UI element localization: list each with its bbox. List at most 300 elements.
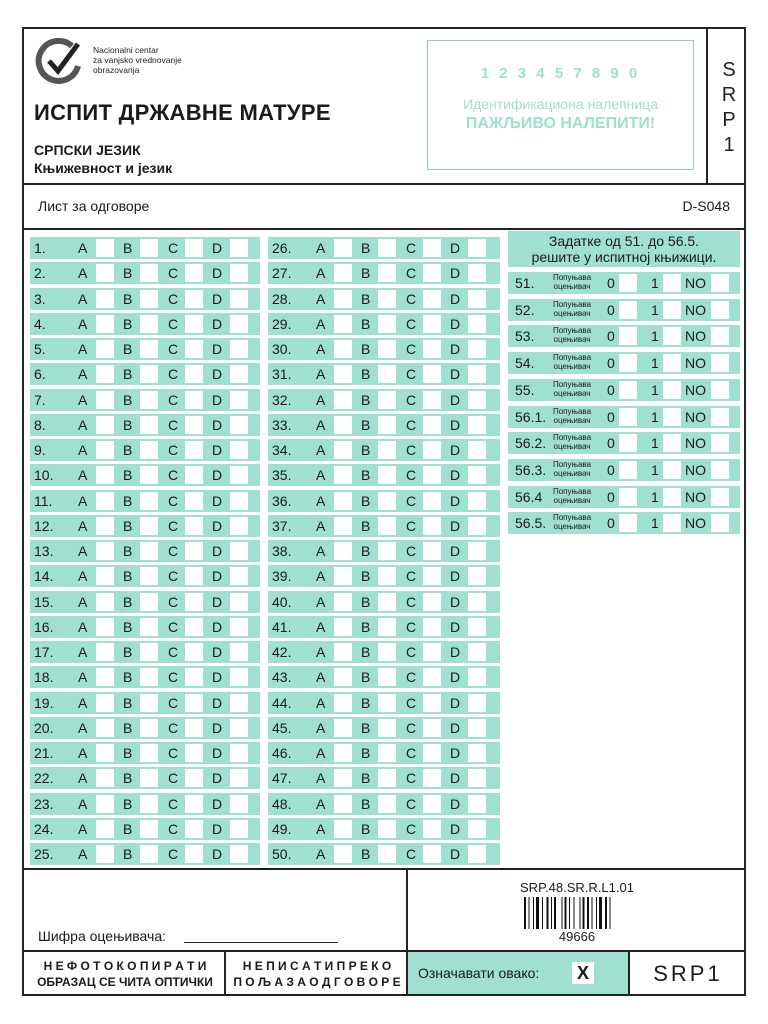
answer-checkbox[interactable] (96, 290, 114, 308)
answer-checkbox[interactable] (140, 492, 158, 510)
answer-checkbox[interactable] (423, 517, 441, 535)
answer-checkbox[interactable] (185, 593, 203, 611)
option-letter: B (123, 568, 133, 585)
answer-checkbox[interactable] (468, 239, 486, 257)
opt-1-label: 1 (651, 435, 659, 452)
answer-checkbox[interactable] (185, 618, 203, 636)
answer-checkbox[interactable] (334, 845, 352, 863)
answer-checkbox[interactable] (423, 416, 441, 434)
answer-checkbox[interactable] (96, 668, 114, 686)
answer-checkbox[interactable] (378, 769, 396, 787)
answer-checkbox[interactable] (468, 365, 486, 383)
option-letter: A (78, 543, 88, 559)
answer-checkbox[interactable] (468, 694, 486, 712)
score-checkbox[interactable] (711, 381, 729, 399)
answer-checkbox[interactable] (230, 517, 248, 535)
answer-checkbox[interactable] (230, 391, 248, 409)
answer-checkbox[interactable] (140, 290, 158, 308)
answer-checkbox[interactable] (230, 668, 248, 686)
answer-checkbox[interactable] (423, 391, 441, 409)
question-number: 34. (272, 442, 292, 458)
answer-checkbox[interactable] (468, 315, 486, 333)
answer-checkbox[interactable] (423, 290, 441, 308)
answer-checkbox[interactable] (423, 668, 441, 686)
subject: СРПСКИ ЈЕЗИК (34, 142, 141, 158)
answer-checkbox[interactable] (230, 441, 248, 459)
answer-checkbox[interactable] (334, 340, 352, 358)
answer-checkbox[interactable] (378, 264, 396, 282)
answer-checkbox[interactable] (378, 290, 396, 308)
score-checkbox[interactable] (619, 301, 637, 319)
answer-checkbox[interactable] (185, 845, 203, 863)
answer-checkbox[interactable] (423, 593, 441, 611)
answer-checkbox[interactable] (378, 466, 396, 484)
score-checkbox[interactable] (711, 461, 729, 479)
score-checkbox[interactable] (711, 354, 729, 372)
answer-checkbox[interactable] (185, 391, 203, 409)
barcode-number: 49666 (558, 929, 596, 944)
answer-checkbox[interactable] (230, 315, 248, 333)
answer-checkbox[interactable] (140, 769, 158, 787)
answer-checkbox[interactable] (185, 340, 203, 358)
answer-checkbox[interactable] (140, 795, 158, 813)
answer-checkbox[interactable] (230, 694, 248, 712)
option-letter: B (361, 442, 371, 458)
answer-checkbox[interactable] (185, 795, 203, 813)
answer-checkbox[interactable] (185, 567, 203, 585)
evaluator-note: Попуњава оцењивач (552, 273, 592, 291)
answer-checkbox[interactable] (334, 593, 352, 611)
answer-checkbox[interactable] (96, 769, 114, 787)
answer-checkbox[interactable] (140, 719, 158, 737)
answer-checkbox[interactable] (96, 492, 114, 510)
answer-checkbox[interactable] (185, 264, 203, 282)
answer-checkbox[interactable] (140, 239, 158, 257)
answer-checkbox[interactable] (230, 340, 248, 358)
evaluator-cipher-label: Шифра оцењивача: (38, 928, 166, 944)
answer-checkbox[interactable] (468, 593, 486, 611)
answer-checkbox[interactable] (96, 694, 114, 712)
answer-checkbox[interactable] (468, 769, 486, 787)
question-number: 14. (34, 568, 54, 585)
answer-checkbox[interactable] (334, 492, 352, 510)
answer-checkbox[interactable] (423, 264, 441, 282)
answer-checkbox[interactable] (334, 517, 352, 535)
answer-checkbox[interactable] (96, 340, 114, 358)
answer-checkbox[interactable] (334, 769, 352, 787)
score-checkbox[interactable] (619, 514, 637, 532)
score-checkbox[interactable] (663, 327, 681, 345)
answer-checkbox[interactable] (468, 416, 486, 434)
answer-checkbox[interactable] (230, 542, 248, 560)
answer-checkbox[interactable] (378, 416, 396, 434)
answer-checkbox[interactable] (140, 542, 158, 560)
answer-checkbox[interactable] (185, 441, 203, 459)
option-letter: D (212, 745, 223, 761)
option-letter: A (316, 416, 326, 433)
answer-checkbox[interactable] (230, 618, 248, 636)
answer-checkbox[interactable] (96, 517, 114, 535)
answer-checkbox[interactable] (230, 820, 248, 838)
answer-checkbox[interactable] (378, 719, 396, 737)
answer-checkbox[interactable] (185, 365, 203, 383)
answer-checkbox[interactable] (423, 239, 441, 257)
option-letter: B (123, 593, 133, 610)
answer-checkbox[interactable] (96, 820, 114, 838)
opt-1-label: 1 (651, 461, 659, 478)
answer-checkbox[interactable] (140, 315, 158, 333)
answer-checkbox[interactable] (230, 567, 248, 585)
answer-checkbox[interactable] (185, 517, 203, 535)
option-letter: C (168, 618, 179, 635)
answer-checkbox[interactable] (96, 744, 114, 762)
score-checkbox[interactable] (711, 434, 729, 452)
answer-checkbox[interactable] (378, 542, 396, 560)
answer-checkbox[interactable] (468, 820, 486, 838)
answer-checkbox[interactable] (230, 719, 248, 737)
score-checkbox[interactable] (711, 327, 729, 345)
score-checkbox[interactable] (711, 514, 729, 532)
score-checkbox[interactable] (663, 381, 681, 399)
answer-checkbox[interactable] (140, 466, 158, 484)
answer-checkbox[interactable] (378, 441, 396, 459)
answer-checkbox[interactable] (96, 264, 114, 282)
logo-text: Nacionalni centar za vanjsko vrednovanje obrazovanja (93, 45, 182, 75)
answer-checkbox[interactable] (423, 492, 441, 510)
score-checkbox[interactable] (619, 434, 637, 452)
answer-checkbox[interactable] (378, 239, 396, 257)
option-letter: C (168, 770, 179, 787)
answer-checkbox[interactable] (378, 845, 396, 863)
answer-row (30, 767, 260, 789)
answer-checkbox[interactable] (468, 542, 486, 560)
score-checkbox[interactable] (619, 408, 637, 426)
answer-checkbox[interactable] (96, 365, 114, 383)
answer-checkbox[interactable] (423, 744, 441, 762)
option-letter: D (450, 341, 461, 357)
score-checkbox[interactable] (711, 301, 729, 319)
question-number: 52. (515, 301, 535, 318)
answer-checkbox[interactable] (468, 466, 486, 484)
answer-checkbox[interactable] (96, 618, 114, 636)
answer-checkbox[interactable] (185, 668, 203, 686)
answer-checkbox[interactable] (140, 391, 158, 409)
answer-checkbox[interactable] (468, 391, 486, 409)
answer-checkbox[interactable] (96, 239, 114, 257)
option-letter: A (78, 719, 88, 736)
score-checkbox[interactable] (663, 434, 681, 452)
option-letter: D (450, 694, 461, 711)
opt-1-label: 1 (651, 275, 659, 291)
answer-checkbox[interactable] (378, 618, 396, 636)
question-number: 44. (272, 694, 292, 711)
option-letter: C (406, 391, 417, 408)
answer-checkbox[interactable] (96, 593, 114, 611)
answer-checkbox[interactable] (468, 441, 486, 459)
answer-checkbox[interactable] (468, 668, 486, 686)
answer-checkbox[interactable] (378, 517, 396, 535)
divider (22, 868, 746, 870)
option-letter: D (212, 517, 223, 534)
answer-checkbox[interactable] (96, 567, 114, 585)
answer-checkbox[interactable] (96, 719, 114, 737)
answer-checkbox[interactable] (378, 643, 396, 661)
answer-checkbox[interactable] (230, 239, 248, 257)
score-checkbox[interactable] (619, 327, 637, 345)
score-checkbox[interactable] (663, 274, 681, 292)
question-number: 35. (272, 467, 292, 484)
answer-checkbox[interactable] (378, 744, 396, 762)
answer-checkbox[interactable] (140, 845, 158, 863)
answer-checkbox[interactable] (334, 668, 352, 686)
answer-checkbox[interactable] (334, 618, 352, 636)
answer-checkbox[interactable] (185, 820, 203, 838)
answer-checkbox[interactable] (423, 719, 441, 737)
sticker-label: Идентификациона налепница (463, 96, 658, 112)
answer-checkbox[interactable] (96, 845, 114, 863)
answer-checkbox[interactable] (468, 618, 486, 636)
answer-checkbox[interactable] (468, 795, 486, 813)
answer-checkbox[interactable] (378, 365, 396, 383)
answer-checkbox[interactable] (185, 239, 203, 257)
evaluator-cipher-field[interactable] (184, 942, 338, 943)
answer-checkbox[interactable] (140, 668, 158, 686)
score-checkbox[interactable] (711, 274, 729, 292)
score-checkbox[interactable] (619, 381, 637, 399)
answer-row (268, 515, 500, 537)
answer-checkbox[interactable] (468, 567, 486, 585)
answer-checkbox[interactable] (185, 643, 203, 661)
option-letter: B (361, 770, 371, 787)
score-checkbox[interactable] (711, 488, 729, 506)
answer-checkbox[interactable] (96, 441, 114, 459)
answer-checkbox[interactable] (230, 744, 248, 762)
answer-checkbox[interactable] (378, 668, 396, 686)
answer-checkbox[interactable] (334, 567, 352, 585)
answer-checkbox[interactable] (468, 517, 486, 535)
answer-checkbox[interactable] (334, 264, 352, 282)
option-letter: A (316, 517, 326, 534)
question-number: 38. (272, 543, 292, 559)
option-letter: C (406, 694, 417, 711)
answer-checkbox[interactable] (96, 466, 114, 484)
answer-checkbox[interactable] (185, 315, 203, 333)
answer-checkbox[interactable] (468, 340, 486, 358)
answer-checkbox[interactable] (140, 365, 158, 383)
answer-checkbox[interactable] (334, 820, 352, 838)
answer-checkbox[interactable] (334, 542, 352, 560)
score-checkbox[interactable] (619, 274, 637, 292)
option-letter: B (123, 315, 133, 332)
score-checkbox[interactable] (663, 514, 681, 532)
score-checkbox[interactable] (711, 408, 729, 426)
answer-checkbox[interactable] (140, 567, 158, 585)
answer-checkbox[interactable] (423, 618, 441, 636)
answer-checkbox[interactable] (334, 744, 352, 762)
answer-checkbox[interactable] (96, 795, 114, 813)
option-letter: A (316, 618, 326, 635)
answer-checkbox[interactable] (334, 643, 352, 661)
answer-row (268, 591, 500, 613)
answer-checkbox[interactable] (230, 593, 248, 611)
answer-checkbox[interactable] (230, 416, 248, 434)
score-checkbox[interactable] (663, 488, 681, 506)
answer-checkbox[interactable] (468, 744, 486, 762)
answer-checkbox[interactable] (334, 694, 352, 712)
answer-checkbox[interactable] (185, 492, 203, 510)
answer-checkbox[interactable] (334, 315, 352, 333)
answer-checkbox[interactable] (230, 845, 248, 863)
answer-checkbox[interactable] (185, 542, 203, 560)
answer-row (30, 515, 260, 537)
answer-row (268, 616, 500, 638)
answer-checkbox[interactable] (423, 643, 441, 661)
option-letter: D (450, 467, 461, 484)
answer-checkbox[interactable] (140, 643, 158, 661)
option-letter: C (406, 240, 417, 256)
answer-checkbox[interactable] (378, 340, 396, 358)
answer-checkbox[interactable] (185, 719, 203, 737)
answer-checkbox[interactable] (185, 290, 203, 308)
option-letter: B (123, 770, 133, 787)
score-checkbox[interactable] (619, 354, 637, 372)
side-code: S R P 1 (721, 59, 737, 156)
answer-checkbox[interactable] (423, 769, 441, 787)
score-checkbox[interactable] (619, 488, 637, 506)
no-copy-warning: Н Е Ф О Т О К О П И Р А Т И ОБРАЗАЦ СЕ ЧИТА ОПТИЧКИ (37, 959, 213, 989)
option-letter: A (78, 593, 88, 610)
open-question-row (508, 486, 740, 508)
answer-checkbox[interactable] (423, 466, 441, 484)
answer-checkbox[interactable] (378, 694, 396, 712)
answer-checkbox[interactable] (423, 795, 441, 813)
answer-checkbox[interactable] (96, 391, 114, 409)
answer-checkbox[interactable] (378, 567, 396, 585)
answer-checkbox[interactable] (334, 365, 352, 383)
answer-checkbox[interactable] (468, 643, 486, 661)
answer-checkbox[interactable] (140, 694, 158, 712)
question-number: 25. (34, 846, 54, 862)
answer-checkbox[interactable] (140, 264, 158, 282)
answer-checkbox[interactable] (378, 492, 396, 510)
answer-checkbox[interactable] (140, 340, 158, 358)
answer-checkbox[interactable] (96, 315, 114, 333)
answer-checkbox[interactable] (378, 795, 396, 813)
opt-no-label: NO (685, 301, 706, 318)
answer-checkbox[interactable] (140, 744, 158, 762)
subsubject: Књижевност и језик (34, 160, 173, 176)
score-checkbox[interactable] (663, 408, 681, 426)
answer-row (30, 616, 260, 638)
answer-checkbox[interactable] (230, 264, 248, 282)
option-letter: D (450, 517, 461, 534)
answer-checkbox[interactable] (185, 744, 203, 762)
answer-checkbox[interactable] (140, 441, 158, 459)
opt-0-label: 0 (607, 275, 615, 291)
answer-checkbox[interactable] (230, 492, 248, 510)
answer-checkbox[interactable] (185, 466, 203, 484)
answer-checkbox[interactable] (140, 416, 158, 434)
option-letter: C (406, 719, 417, 736)
score-checkbox[interactable] (663, 461, 681, 479)
answer-checkbox[interactable] (334, 290, 352, 308)
score-checkbox[interactable] (663, 301, 681, 319)
option-letter: A (78, 265, 88, 282)
answer-checkbox[interactable] (378, 391, 396, 409)
answer-checkbox[interactable] (468, 290, 486, 308)
answer-checkbox[interactable] (230, 795, 248, 813)
answer-checkbox[interactable] (423, 820, 441, 838)
option-letter: C (168, 719, 179, 736)
answer-checkbox[interactable] (423, 567, 441, 585)
answer-checkbox[interactable] (96, 643, 114, 661)
answer-checkbox[interactable] (334, 441, 352, 459)
option-letter: B (361, 694, 371, 711)
answer-checkbox[interactable] (423, 441, 441, 459)
answer-checkbox[interactable] (334, 391, 352, 409)
answer-checkbox[interactable] (468, 492, 486, 510)
answer-checkbox[interactable] (185, 694, 203, 712)
answer-checkbox[interactable] (140, 593, 158, 611)
answer-checkbox[interactable] (468, 719, 486, 737)
answer-checkbox[interactable] (230, 643, 248, 661)
option-letter: D (450, 719, 461, 736)
score-checkbox[interactable] (663, 354, 681, 372)
answer-checkbox[interactable] (423, 542, 441, 560)
exam-title: ИСПИТ ДРЖАВНЕ МАТУРЕ (34, 100, 331, 125)
answer-checkbox[interactable] (96, 416, 114, 434)
answer-checkbox[interactable] (230, 365, 248, 383)
answer-checkbox[interactable] (334, 466, 352, 484)
answer-checkbox[interactable] (140, 820, 158, 838)
answer-checkbox[interactable] (423, 694, 441, 712)
answer-checkbox[interactable] (334, 416, 352, 434)
answer-checkbox[interactable] (185, 769, 203, 787)
option-letter: C (406, 644, 417, 660)
answer-checkbox[interactable] (378, 593, 396, 611)
answer-checkbox[interactable] (185, 416, 203, 434)
answer-checkbox[interactable] (140, 517, 158, 535)
answer-checkbox[interactable] (468, 845, 486, 863)
answer-checkbox[interactable] (378, 820, 396, 838)
answer-checkbox[interactable] (468, 264, 486, 282)
answer-checkbox[interactable] (423, 340, 441, 358)
option-letter: C (406, 265, 417, 282)
answer-checkbox[interactable] (334, 795, 352, 813)
answer-checkbox[interactable] (334, 719, 352, 737)
answer-checkbox[interactable] (423, 845, 441, 863)
option-letter: A (316, 745, 326, 761)
answer-checkbox[interactable] (140, 618, 158, 636)
question-number: 33. (272, 416, 292, 433)
option-letter: B (123, 391, 133, 408)
answer-checkbox[interactable] (230, 290, 248, 308)
option-letter: A (316, 644, 326, 660)
answer-checkbox[interactable] (423, 315, 441, 333)
answer-row (268, 818, 500, 840)
answer-checkbox[interactable] (96, 542, 114, 560)
answer-checkbox[interactable] (230, 769, 248, 787)
answer-checkbox[interactable] (423, 365, 441, 383)
question-number: 26. (272, 240, 292, 256)
answer-checkbox[interactable] (378, 315, 396, 333)
option-letter: C (406, 366, 417, 383)
answer-checkbox[interactable] (334, 239, 352, 257)
answer-checkbox[interactable] (230, 466, 248, 484)
opt-0-label: 0 (607, 488, 615, 505)
option-letter: D (212, 820, 223, 837)
score-checkbox[interactable] (619, 461, 637, 479)
